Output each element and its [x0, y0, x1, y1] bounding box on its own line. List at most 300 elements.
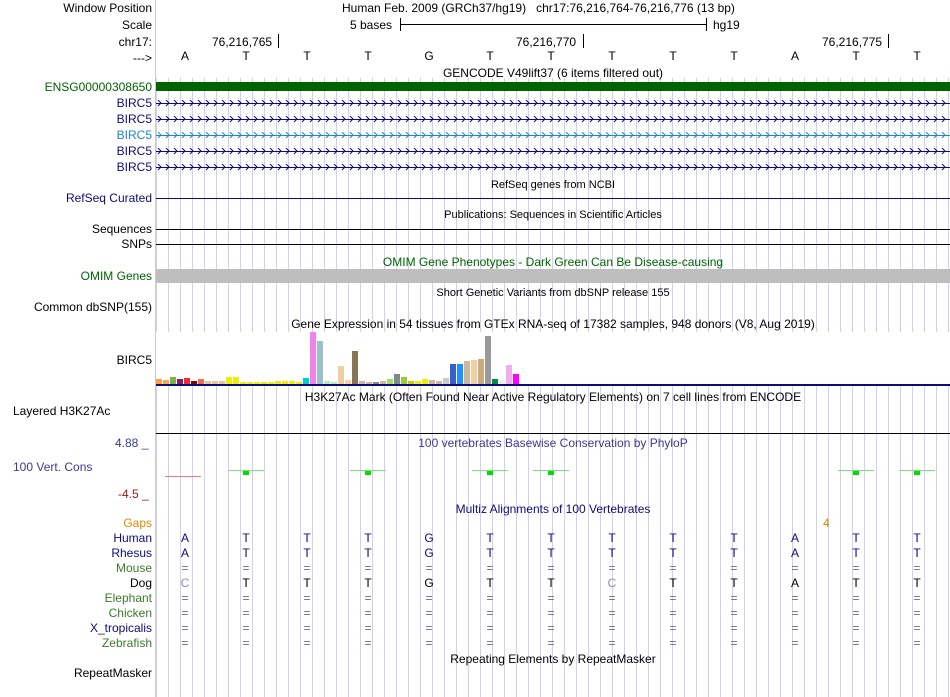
strand-arrow	[222, 100, 225, 106]
strand-arrow	[606, 164, 609, 170]
strand-arrow	[638, 148, 641, 154]
strand-arrow	[470, 100, 473, 106]
strand-arrow	[222, 148, 225, 154]
strand-arrow	[238, 148, 241, 154]
snps-track-line[interactable]	[156, 244, 950, 245]
conservation-positive-mark[interactable]	[838, 470, 874, 471]
strand-arrow	[686, 132, 689, 138]
species-alignment-row[interactable]	[156, 561, 950, 575]
strand-arrow	[822, 164, 825, 170]
snps-track-label[interactable]: SNPs	[121, 237, 152, 251]
strand-arrow	[494, 132, 497, 138]
strand-arrow	[358, 148, 361, 154]
gencode-transcript-label[interactable]: ENSG00000308650	[44, 80, 152, 94]
strand-arrow	[694, 132, 697, 138]
strand-arrow	[646, 116, 649, 122]
omim-gene-bar[interactable]	[156, 269, 950, 283]
multiz-gap-count: 4	[823, 516, 830, 530]
aligned-base: =	[242, 561, 250, 575]
strand-arrow	[662, 132, 665, 138]
aligned-base: =	[303, 561, 311, 575]
strand-arrow	[502, 148, 505, 154]
gtex-expression-chart[interactable]	[156, 332, 950, 384]
strand-arrow	[742, 148, 745, 154]
aligned-base: =	[242, 621, 250, 635]
strand-arrow	[198, 132, 201, 138]
strand-arrow	[270, 100, 273, 106]
strand-arrow	[342, 164, 345, 170]
strand-arrow	[902, 164, 905, 170]
h3k27ac-track-label[interactable]: Layered H3K27Ac	[13, 404, 111, 418]
gencode-transcript[interactable]	[156, 103, 950, 104]
strand-arrow	[694, 164, 697, 170]
strand-arrow	[630, 148, 633, 154]
strand-arrow	[734, 116, 737, 122]
strand-arrow	[510, 100, 513, 106]
strand-arrow	[838, 100, 841, 106]
aligned-base: T	[303, 576, 311, 590]
aligned-base: T	[486, 576, 494, 590]
gtex-tissue-bar[interactable]	[450, 364, 456, 384]
strand-arrow	[166, 100, 169, 106]
strand-arrow	[398, 164, 401, 170]
species-label[interactable]: Dog	[129, 576, 152, 590]
strand-arrow	[878, 116, 881, 122]
species-alignment-row[interactable]	[156, 576, 950, 590]
strand-arrow	[238, 164, 241, 170]
aligned-base: =	[608, 591, 616, 605]
strand-arrow	[854, 132, 857, 138]
aligned-base: T	[242, 531, 250, 545]
strand-arrow	[822, 116, 825, 122]
strand-arrow	[230, 132, 233, 138]
strand-arrow	[478, 132, 481, 138]
species-label[interactable]: Rhesus	[111, 546, 152, 560]
refseq-track-line[interactable]	[156, 198, 950, 199]
strand-arrow	[206, 132, 209, 138]
strand-arrow	[710, 164, 713, 170]
gtex-tissue-bar[interactable]	[464, 361, 470, 384]
gencode-transcript[interactable]	[156, 119, 950, 120]
strand-arrow	[374, 148, 377, 154]
strand-arrow	[622, 100, 625, 106]
strand-arrow	[926, 148, 929, 154]
gencode-track-title: GENCODE V49lift37 (6 items filtered out)	[442, 66, 664, 80]
strand-arrow	[814, 116, 817, 122]
strand-arrow	[750, 132, 753, 138]
scale-bar-right-tick	[706, 18, 707, 31]
strand-arrow	[630, 116, 633, 122]
strand-arrow	[574, 100, 577, 106]
gtex-tissue-bar[interactable]	[170, 377, 176, 384]
species-label[interactable]: Mouse	[115, 561, 152, 575]
gencode-transcript-label[interactable]: BIRC5	[116, 96, 152, 110]
strand-arrow	[798, 164, 801, 170]
aligned-base: G	[424, 531, 434, 545]
strand-arrow	[654, 148, 657, 154]
strand-arrow	[886, 116, 889, 122]
strand-arrow	[158, 116, 161, 122]
coord-label: 76,216,770	[516, 35, 577, 49]
publications-track-label[interactable]: Sequences	[91, 222, 152, 236]
strand-arrow	[870, 132, 873, 138]
strand-arrow	[718, 116, 721, 122]
aligned-base: =	[181, 636, 189, 650]
gtex-tissue-bar[interactable]	[317, 341, 323, 384]
strand-arrow	[518, 116, 521, 122]
gencode-transcript[interactable]	[156, 151, 950, 152]
gtex-tissue-bar[interactable]	[226, 377, 232, 384]
strand-arrow	[422, 132, 425, 138]
aligned-base: T	[364, 576, 372, 590]
aligned-base: =	[730, 561, 738, 575]
strand-arrow	[798, 132, 801, 138]
strand-arrow	[766, 164, 769, 170]
strand-arrow	[486, 100, 489, 106]
strand-arrow	[710, 148, 713, 154]
strand-arrow	[518, 100, 521, 106]
strand-arrow	[894, 164, 897, 170]
strand-arrow	[422, 148, 425, 154]
strand-arrow	[526, 148, 529, 154]
publications-track-line[interactable]	[156, 229, 950, 230]
strand-arrow	[158, 132, 161, 138]
aligned-base: G	[424, 546, 434, 560]
strand-arrow	[302, 100, 305, 106]
multiz-track-title: Multiz Alignments of 100 Vertebrates	[455, 502, 651, 516]
strand-arrow	[198, 100, 201, 106]
strand-arrow	[830, 100, 833, 106]
strand-arrow	[310, 148, 313, 154]
strand-arrow	[326, 100, 329, 106]
aligned-base: T	[669, 546, 677, 560]
strand-arrow	[206, 100, 209, 106]
conservation-positive-mark[interactable]	[350, 470, 386, 471]
strand-arrow	[862, 100, 865, 106]
strand-arrow	[246, 132, 249, 138]
strand-arrow	[446, 100, 449, 106]
aligned-base: C	[607, 576, 617, 590]
conservation-max-label: 4.88 _	[115, 436, 149, 450]
aligned-base: T	[364, 546, 372, 560]
aligned-base: =	[486, 621, 494, 635]
strand-arrow	[438, 164, 441, 170]
species-alignment-row[interactable]	[156, 546, 950, 560]
strand-arrow	[654, 132, 657, 138]
strand-arrow	[206, 148, 209, 154]
species-label[interactable]: Zebrafish	[101, 636, 152, 650]
gtex-track-label[interactable]: BIRC5	[116, 353, 152, 367]
h3k27ac-track-line[interactable]	[156, 433, 950, 434]
strand-arrow	[502, 116, 505, 122]
strand-arrow	[462, 132, 465, 138]
species-alignment-row[interactable]	[156, 531, 950, 545]
species-alignment-row[interactable]	[156, 606, 950, 620]
strand-arrow	[718, 164, 721, 170]
strand-arrow	[662, 100, 665, 106]
gencode-transcript-label[interactable]: BIRC5	[116, 112, 152, 126]
strand-arrow	[766, 100, 769, 106]
strand-arrow	[766, 116, 769, 122]
species-alignment-row[interactable]	[156, 636, 950, 650]
aligned-base: =	[913, 561, 921, 575]
strand-arrow	[518, 164, 521, 170]
strand-arrow	[278, 164, 281, 170]
strand-arrow	[262, 148, 265, 154]
strand-arrow	[702, 116, 705, 122]
gtex-tissue-bar[interactable]	[338, 366, 344, 384]
strand-arrow	[398, 148, 401, 154]
strand-arrow	[558, 100, 561, 106]
strand-arrow	[478, 148, 481, 154]
strand-arrow	[262, 116, 265, 122]
aligned-base: A	[180, 531, 189, 545]
aligned-base: =	[791, 606, 799, 620]
aligned-base: T	[547, 546, 555, 560]
conservation-positive-mark[interactable]	[472, 470, 508, 471]
strand-arrow	[918, 164, 921, 170]
strand-arrow	[942, 164, 945, 170]
conservation-track-label[interactable]: 100 Vert. Cons	[13, 460, 93, 474]
gtex-tissue-bar[interactable]	[485, 336, 491, 384]
strand-arrow	[230, 100, 233, 106]
strand-arrow	[478, 164, 481, 170]
aligned-base: T	[303, 531, 311, 545]
conservation-positive-mark[interactable]	[228, 470, 264, 471]
strand-arrow	[174, 116, 177, 122]
strand-arrow	[910, 148, 913, 154]
gencode-transcript-label[interactable]: BIRC5	[116, 128, 152, 142]
aligned-base: =	[669, 621, 677, 635]
aligned-base: A	[790, 546, 799, 560]
strand-arrow	[326, 164, 329, 170]
strand-arrow	[486, 132, 489, 138]
species-label[interactable]: Human	[113, 531, 152, 545]
strand-arrow	[430, 100, 433, 106]
strand-arrow	[350, 164, 353, 170]
conservation-positive-mark[interactable]	[533, 470, 569, 471]
aligned-base: T	[608, 546, 616, 560]
strand-arrow	[550, 148, 553, 154]
strand-arrow	[238, 132, 241, 138]
strand-arrow	[702, 148, 705, 154]
aligned-base: T	[913, 546, 921, 560]
dbsnp-track-label[interactable]: Common dbSNP(155)	[33, 300, 152, 314]
gencode-transcript-label[interactable]: BIRC5	[116, 144, 152, 158]
strand-arrow	[206, 116, 209, 122]
strand-arrow	[814, 100, 817, 106]
gencode-transcript[interactable]	[156, 135, 950, 136]
strand-arrow	[678, 132, 681, 138]
strand-arrow	[910, 164, 913, 170]
strand-arrow	[198, 116, 201, 122]
species-alignment-row[interactable]	[156, 591, 950, 605]
strand-arrow	[790, 116, 793, 122]
strand-arrow	[534, 148, 537, 154]
strand-arrow	[854, 148, 857, 154]
aligned-base: =	[303, 606, 311, 620]
strand-arrow	[838, 148, 841, 154]
gtex-tissue-bar[interactable]	[513, 374, 519, 384]
strand-arrow	[246, 164, 249, 170]
strand-arrow	[174, 100, 177, 106]
strand-arrow	[718, 100, 721, 106]
gtex-tissue-bar[interactable]	[310, 332, 316, 384]
conservation-positive-mark[interactable]	[899, 470, 935, 471]
gtex-tissue-bar[interactable]	[471, 360, 477, 384]
strand-arrow	[590, 148, 593, 154]
strand-arrow	[830, 116, 833, 122]
refseq-track-label[interactable]: RefSeq Curated	[65, 191, 152, 205]
strand-arrow	[590, 100, 593, 106]
aligned-base: =	[364, 636, 372, 650]
strand-arrow	[838, 116, 841, 122]
aligned-base: =	[791, 636, 799, 650]
strand-arrow	[774, 148, 777, 154]
strand-arrow	[894, 132, 897, 138]
gtex-tissue-bar[interactable]	[352, 351, 358, 384]
reference-bases	[156, 49, 950, 63]
coord-tick	[278, 34, 279, 48]
strand-arrow	[846, 164, 849, 170]
scale-bar-left-tick	[400, 18, 401, 31]
strand-arrow	[582, 132, 585, 138]
strand-arrow	[470, 164, 473, 170]
strand-arrow	[422, 164, 425, 170]
aligned-base: =	[425, 636, 433, 650]
aligned-base: =	[425, 561, 433, 575]
strand-arrow	[782, 100, 785, 106]
strand-arrow	[430, 148, 433, 154]
strand-arrow	[814, 132, 817, 138]
reference-base: T	[547, 49, 555, 63]
strand-arrow	[494, 148, 497, 154]
strand-arrow-label: --->	[133, 51, 152, 65]
strand-arrow	[758, 148, 761, 154]
window-position-text: Human Feb. 2009 (GRCh37/hg19) chr17:76,216,764-76,216,776 (13 bp)	[342, 1, 735, 15]
gencode-transcript[interactable]	[156, 167, 950, 168]
strand-arrow	[310, 132, 313, 138]
strand-arrow	[718, 148, 721, 154]
strand-arrow	[886, 132, 889, 138]
strand-arrow	[286, 148, 289, 154]
strand-arrow	[686, 164, 689, 170]
strand-arrow	[870, 148, 873, 154]
strand-arrow	[782, 164, 785, 170]
strand-arrow	[286, 100, 289, 106]
strand-arrow	[598, 132, 601, 138]
aligned-base: =	[303, 591, 311, 605]
gtex-tissue-bar[interactable]	[401, 377, 407, 384]
gtex-tissue-bar[interactable]	[457, 364, 463, 384]
gtex-tissue-bar[interactable]	[233, 377, 239, 384]
aligned-base: =	[242, 591, 250, 605]
strand-arrow	[526, 164, 529, 170]
species-label[interactable]: Chicken	[108, 606, 152, 620]
strand-arrow	[534, 164, 537, 170]
gencode-transcript[interactable]	[156, 82, 950, 91]
aligned-base: =	[608, 606, 616, 620]
aligned-base: T	[303, 546, 311, 560]
reference-base: A	[180, 49, 189, 63]
aligned-base: =	[364, 606, 372, 620]
omim-track-label[interactable]: OMIM Genes	[80, 269, 152, 283]
strand-arrow	[166, 116, 169, 122]
strand-arrow	[198, 148, 201, 154]
aligned-base: T	[242, 546, 250, 560]
strand-arrow	[678, 148, 681, 154]
strand-arrow	[638, 132, 641, 138]
refseq-track-title: RefSeq genes from NCBI	[490, 179, 616, 191]
strand-arrow	[750, 164, 753, 170]
strand-arrow	[374, 132, 377, 138]
strand-arrow	[430, 164, 433, 170]
species-alignment-row[interactable]	[156, 621, 950, 635]
strand-arrow	[334, 132, 337, 138]
aligned-base: =	[547, 591, 555, 605]
strand-arrow	[342, 148, 345, 154]
strand-arrow	[878, 164, 881, 170]
strand-arrow	[558, 132, 561, 138]
strand-arrow	[854, 116, 857, 122]
strand-arrow	[294, 116, 297, 122]
strand-arrow	[566, 164, 569, 170]
strand-arrow	[790, 148, 793, 154]
strand-arrow	[166, 164, 169, 170]
reference-base: T	[730, 49, 738, 63]
aligned-base: =	[608, 621, 616, 635]
gtex-tissue-bar[interactable]	[394, 374, 400, 384]
conservation-negative-mark[interactable]	[165, 476, 201, 477]
gencode-transcript-label[interactable]: BIRC5	[116, 160, 152, 174]
strand-arrow	[550, 132, 553, 138]
conservation-plot[interactable]	[156, 450, 950, 500]
gtex-tissue-bar[interactable]	[506, 365, 512, 384]
strand-arrow	[910, 100, 913, 106]
aligned-base: C	[180, 576, 190, 590]
strand-arrow	[678, 100, 681, 106]
strand-arrow	[766, 148, 769, 154]
reference-base: T	[303, 49, 311, 63]
species-label[interactable]: X_tropicalis	[89, 621, 152, 635]
strand-arrow	[310, 100, 313, 106]
strand-arrow	[718, 132, 721, 138]
strand-arrow	[822, 148, 825, 154]
strand-arrow	[542, 100, 545, 106]
species-label[interactable]: Elephant	[104, 591, 152, 605]
aligned-base: T	[242, 576, 250, 590]
coord-tick	[583, 34, 584, 48]
strand-arrow	[270, 148, 273, 154]
strand-arrow	[670, 116, 673, 122]
strand-arrow	[710, 132, 713, 138]
gtex-tissue-bar[interactable]	[478, 359, 484, 384]
strand-arrow	[270, 116, 273, 122]
strand-arrow	[270, 164, 273, 170]
strand-arrow	[462, 100, 465, 106]
repeatmasker-track-label[interactable]: RepeatMasker	[73, 666, 152, 680]
strand-arrow	[790, 132, 793, 138]
aligned-base: =	[425, 621, 433, 635]
strand-arrow	[774, 100, 777, 106]
strand-arrow	[502, 164, 505, 170]
strand-arrow	[726, 116, 729, 122]
strand-arrow	[590, 116, 593, 122]
strand-arrow	[406, 100, 409, 106]
gtex-baseline	[156, 384, 950, 386]
strand-arrow	[518, 132, 521, 138]
strand-arrow	[206, 164, 209, 170]
